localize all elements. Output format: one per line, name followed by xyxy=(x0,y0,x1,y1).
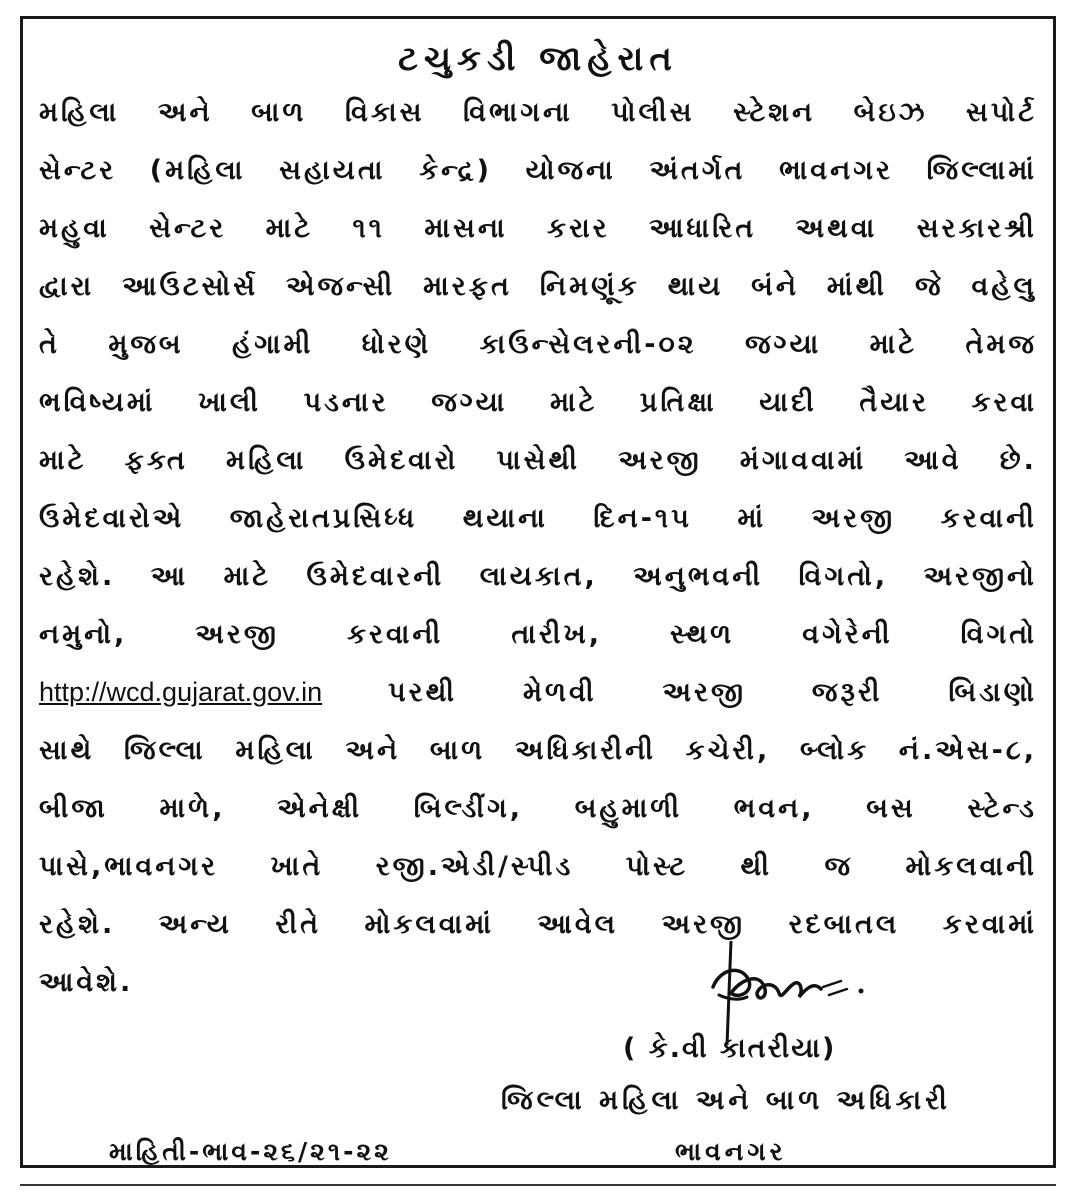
body-word: આઉટસોર્સ xyxy=(122,271,259,302)
body-word: સેન્ટર xyxy=(149,213,227,244)
website-link[interactable]: http://wcd.gujarat.gov.in xyxy=(39,677,323,707)
body-word: માટે xyxy=(39,445,87,476)
body-word: મહિલા xyxy=(235,735,316,766)
body-word: ૧૧ xyxy=(352,213,385,244)
body-word: સેન્ટર xyxy=(39,155,117,186)
body-word: થયાના xyxy=(462,503,548,534)
body-word: રહેશે. xyxy=(39,561,116,592)
body-word: માટે xyxy=(265,213,314,244)
body-word: વિગતો, xyxy=(798,561,889,592)
body-word: થી xyxy=(740,851,772,882)
body-word: હંગામી xyxy=(232,329,314,360)
body-word: અરજી xyxy=(661,909,746,940)
body-word: છે. xyxy=(999,445,1037,476)
body-word: અધિકારીની xyxy=(514,735,656,766)
body-word: માટે xyxy=(869,329,918,360)
body-word: સરકારશ્રી xyxy=(916,213,1037,244)
body-word: પડનાર xyxy=(303,387,389,418)
body-word: કરવા xyxy=(971,387,1037,418)
body-line-13 xyxy=(39,793,1037,851)
body-word: ઉમેદવારની xyxy=(306,561,445,592)
body-word: લાયકાત, xyxy=(479,561,598,592)
body-word: સહાયતા xyxy=(279,155,386,186)
body-word: બંને xyxy=(751,271,799,302)
body-word: પાસેથી xyxy=(496,445,580,476)
body-line-8 xyxy=(39,503,1037,561)
body-word: ખાલી xyxy=(198,387,262,418)
body-word: ફક્ત xyxy=(124,445,188,476)
body-word: સપોર્ટ xyxy=(966,97,1037,128)
body-word: વિકાસ xyxy=(345,97,425,128)
notice-title: ટચુકડી જાહેરાત xyxy=(398,39,678,79)
body-word: જિલ્લામાં xyxy=(926,155,1037,186)
body-word: કરાર xyxy=(547,213,610,244)
body-word: સાથે xyxy=(39,735,95,766)
body-word: બહુમાળી xyxy=(574,793,683,824)
body-word: થાય xyxy=(667,271,724,302)
body-word: પોસ્ટ xyxy=(625,851,689,882)
body-word: એજન્સી xyxy=(286,271,396,302)
body-word: જગ્યા xyxy=(431,387,508,418)
body-word: જગ્યા xyxy=(745,329,822,360)
body-word: ભવન, xyxy=(733,793,815,824)
body-word: યાદી xyxy=(759,387,817,418)
notice-frame xyxy=(20,16,1056,1168)
body-line-10 xyxy=(39,619,1037,677)
body-word: અંતર્ગત xyxy=(649,155,746,186)
body-word: બસ xyxy=(866,793,916,824)
body-word: માસના xyxy=(424,213,508,244)
body-word: કચેરી, xyxy=(685,735,771,766)
body-word: જિલ્લા xyxy=(123,735,206,766)
body-word: અરજી xyxy=(195,619,279,650)
body-word: ઉમેદવારોએ xyxy=(39,503,185,534)
body-word: બાળ xyxy=(251,97,307,128)
body-word: જાહેરાતપ્રસિધ્ધ xyxy=(229,503,418,534)
body-word: પરથી xyxy=(388,677,458,708)
body-line-1 xyxy=(39,97,1037,155)
body-word: માટે xyxy=(549,387,598,418)
body-line-4 xyxy=(39,271,1037,329)
body-word: મોકલવાની xyxy=(905,851,1037,882)
body-word: કરવાની xyxy=(940,503,1037,534)
body-word: અરજી xyxy=(811,503,896,534)
body-word: અને xyxy=(345,735,401,766)
body-word: અરજી xyxy=(662,677,746,708)
body-word: મહિલા xyxy=(39,97,120,128)
signature-graphic xyxy=(691,937,891,1047)
body-word: અન્ય xyxy=(158,909,232,940)
body-word: ભાવનગર xyxy=(779,155,893,186)
body-word: એનેક્ષી xyxy=(277,793,363,824)
body-word: સ્ટેન્ડ xyxy=(967,793,1037,824)
body-word: અથવા xyxy=(795,213,878,244)
body-word: અનુભવની xyxy=(633,561,764,592)
signatory-designation: જિલ્લા મહિલા અને બાળ અધિકારી xyxy=(501,1085,951,1116)
signatory-name: ( કે.વી કાતરીયા) xyxy=(623,1033,837,1064)
body-word: વિભાગના xyxy=(463,97,573,128)
body-word: રીતે xyxy=(275,909,322,940)
body-word: નં.એસ-૮, xyxy=(898,735,1037,766)
body-word: તે xyxy=(39,329,60,360)
body-word: આવેલ xyxy=(537,909,619,940)
body-line-12 xyxy=(39,735,1037,793)
reference-number: માહિતી-ભાવ-૨૬/૨૧-૨૨ xyxy=(109,1137,392,1166)
body-word: બાળ xyxy=(429,735,486,766)
body-word: પ્રતિક્ષા xyxy=(639,387,717,418)
body-line-7 xyxy=(39,445,1037,503)
body-word: અરજીનો xyxy=(923,561,1037,592)
body-word: માળે, xyxy=(159,793,226,824)
body-line-3 xyxy=(39,213,1037,271)
body-word: ધોરણે xyxy=(361,329,432,360)
footer-divider xyxy=(20,1184,1056,1186)
body-word: (મહિલા xyxy=(149,155,246,186)
body-word: બીજા xyxy=(39,793,108,824)
body-line-14 xyxy=(39,851,1037,909)
body-word: ઉમેદવારો xyxy=(344,445,459,476)
body-line-9 xyxy=(39,561,1037,619)
body-word: માં xyxy=(737,503,767,534)
signatory-place: ભાવનગર xyxy=(675,1137,787,1166)
body-word: આવેશે. xyxy=(39,967,134,998)
body-word: જે xyxy=(914,271,944,302)
notice-body xyxy=(39,97,1037,1025)
body-word: બ્લોક xyxy=(800,735,870,766)
body-word: કરવામાં xyxy=(942,909,1037,940)
body-word: રજી.એડી/સ્પીડ xyxy=(375,851,574,882)
body-word: મોકલવામાં xyxy=(364,909,494,940)
body-word: અરજી xyxy=(618,445,702,476)
body-line-5 xyxy=(39,329,1037,387)
body-word: અને xyxy=(157,97,213,128)
body-word: મંગાવવામાં xyxy=(739,445,867,476)
body-word: દ્વારા xyxy=(39,271,95,302)
body-word: ભવિષ્યમાં xyxy=(39,387,156,418)
body-word: મારફત xyxy=(423,271,512,302)
body-line-6 xyxy=(39,387,1037,445)
body-word: સ્ટેશન xyxy=(733,97,816,128)
body-word: આધારિત xyxy=(649,213,757,244)
body-word: રહેશે. xyxy=(39,909,116,940)
body-word: યોજના xyxy=(525,155,616,186)
body-word: પાસે,ભાવનગર xyxy=(39,851,219,882)
body-word: તેમજ xyxy=(965,329,1037,360)
body-word: નમુનો, xyxy=(39,619,128,650)
body-word: બેઇઝ xyxy=(853,97,928,128)
body-word: મુજબ xyxy=(108,329,184,360)
body-word: જરૂરી xyxy=(811,677,883,708)
body-word: કરવાની xyxy=(346,619,444,650)
body-word: દિન-૧૫ xyxy=(593,503,692,534)
body-word: વગેરેની xyxy=(802,619,893,650)
body-word: તૈયાર xyxy=(859,387,929,418)
body-word: નિમણૂંક xyxy=(539,271,640,302)
body-word: જ xyxy=(824,851,853,882)
body-word: મહુવા xyxy=(39,213,110,244)
body-word: કાઉન્સેલરની-૦૨ xyxy=(479,329,697,360)
body-word: કેન્દ્ર) xyxy=(419,155,492,186)
body-word: રદબાતલ xyxy=(788,909,900,940)
body-word: વિગતો xyxy=(960,619,1037,650)
body-word: આ xyxy=(150,561,189,592)
body-word: બિડાણો xyxy=(948,677,1037,708)
body-word: સ્થળ xyxy=(670,619,735,650)
body-word: માટે xyxy=(223,561,271,592)
body-word: માંથી xyxy=(826,271,887,302)
body-word: તારીખ, xyxy=(511,619,602,650)
body-word: ખાતે xyxy=(270,851,324,882)
body-line-11 xyxy=(39,677,1037,735)
body-word: બિલ્ડીંગ, xyxy=(413,793,524,824)
body-word: પોલીસ xyxy=(611,97,695,128)
body-word: આવે xyxy=(904,445,962,476)
body-word: મેળવી xyxy=(522,677,597,708)
body-word: વહેલુ xyxy=(971,271,1037,302)
body-line-2 xyxy=(39,155,1037,213)
body-word: મહિલા xyxy=(226,445,307,476)
